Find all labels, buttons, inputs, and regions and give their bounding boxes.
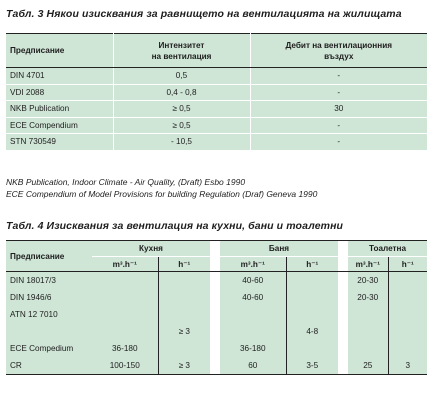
table-cell: - 10,5 [113,134,250,151]
table2-header-regulation: Предписание [6,241,92,272]
unit-rate-header: h⁻¹ [388,257,427,272]
table-cell: 3 [388,357,427,375]
table-cell [286,340,338,357]
table-row [6,101,427,118]
table-cell: 36-180 [220,340,286,357]
column-gap [338,340,348,357]
table1-caption: Табл. 3 Някои изисквания за равнището на вентилацията на жилищата [6,8,402,20]
table-cell [388,323,427,340]
table-cell: 3-5 [286,357,338,375]
table-cell [220,306,286,323]
table-cell: 30 [250,101,427,118]
table-cell: 60 [220,357,286,375]
table-cell [92,272,158,290]
table-cell: 0,4 - 0,8 [113,84,250,101]
table-cell: ≥ 3 [158,357,210,375]
table-cell: 25 [348,357,388,375]
table-cell: 36-180 [92,340,158,357]
table-cell: ECE Compendium [6,117,113,134]
table2-header-kitchen: Кухня [92,241,210,257]
table-cell: 40-60 [220,272,286,290]
table1-footnote: ECE Compendium of Model Provisions for building Regulation (Draf) Geneva 1990 [6,189,318,199]
table-cell [158,306,210,323]
table-cell: ≥ 0,5 [113,101,250,118]
table-cell: 4-8 [286,323,338,340]
table-row [6,68,427,85]
column-gap [338,272,348,290]
table-row [6,84,427,101]
table-cell: DIN 18017/3 [6,272,92,290]
table-cell: DIN 4701 [6,68,113,85]
column-gap [338,257,348,272]
table-cell: 100-150 [92,357,158,375]
column-gap [210,323,220,340]
column-gap [210,241,220,257]
column-gap [210,357,220,375]
table-row [6,323,427,340]
column-gap [338,241,348,257]
table-cell: 40-60 [220,289,286,306]
table1-header-regulation: Предписание [6,34,113,68]
table-cell [348,323,388,340]
table-cell [92,289,158,306]
table-cell: - [250,84,427,101]
table1-header-flow: Дебит на вентилационния въздух [250,34,427,68]
column-gap [210,289,220,306]
table-cell: DIN 1946/6 [6,289,92,306]
table-cell: 0,5 [113,68,250,85]
table-cell [388,289,427,306]
table-cell: 20-30 [348,289,388,306]
column-gap [338,323,348,340]
column-gap [338,306,348,323]
column-gap [210,272,220,290]
table-row [6,306,427,323]
table-cell: STN 730549 [6,134,113,151]
table-cell: 20-30 [348,272,388,290]
unit-flow-header: m³.h⁻¹ [92,257,158,272]
table-row [6,134,427,151]
table-row [6,117,427,134]
table-row [6,340,427,357]
table-cell: VDI 2088 [6,84,113,101]
table2-header-bath: Баня [220,241,338,257]
column-gap [210,306,220,323]
table-cell: - [250,117,427,134]
table-cell [6,323,92,340]
table2-header-row [6,241,427,257]
table-cell [388,340,427,357]
table-cell: CR [6,357,92,375]
room-ventilation-table [6,240,427,375]
table-cell [388,272,427,290]
table1-header-intensity: Интензитет на вентилация [113,34,250,68]
table-cell: ≥ 3 [158,323,210,340]
table-row [6,357,427,375]
column-gap [210,257,220,272]
table-row [6,272,427,290]
table-cell [158,289,210,306]
table1-header-row [6,34,427,68]
table-cell [388,306,427,323]
table-cell [220,323,286,340]
unit-flow-header: m³.h⁻¹ [348,257,388,272]
table-cell: ≥ 0,5 [113,117,250,134]
column-gap [338,289,348,306]
table-cell [92,323,158,340]
table-cell: - [250,68,427,85]
table-cell [158,340,210,357]
table-cell: - [250,134,427,151]
table1-footnote: NKB Publication, Indoor Climate - Air Quality, (Draft) Esbo 1990 [6,177,246,187]
ventilation-level-table [6,33,427,151]
table2-caption: Табл. 4 Изисквания за вентилация на кухни, бани и тоалетни [6,220,344,232]
table-row [6,289,427,306]
table-cell [286,306,338,323]
table-cell: ATN 12 7010 [6,306,92,323]
column-gap [210,340,220,357]
table-cell [348,340,388,357]
table2-header-toilet: Тоалетна [348,241,427,257]
table-cell [92,306,158,323]
table-cell [348,306,388,323]
table-cell [286,272,338,290]
table-cell [158,272,210,290]
table-cell [286,289,338,306]
table-cell: NKB Publication [6,101,113,118]
unit-flow-header: m³.h⁻¹ [220,257,286,272]
unit-rate-header: h⁻¹ [286,257,338,272]
table-cell: ECE Compedium [6,340,92,357]
unit-rate-header: h⁻¹ [158,257,210,272]
column-gap [338,357,348,375]
